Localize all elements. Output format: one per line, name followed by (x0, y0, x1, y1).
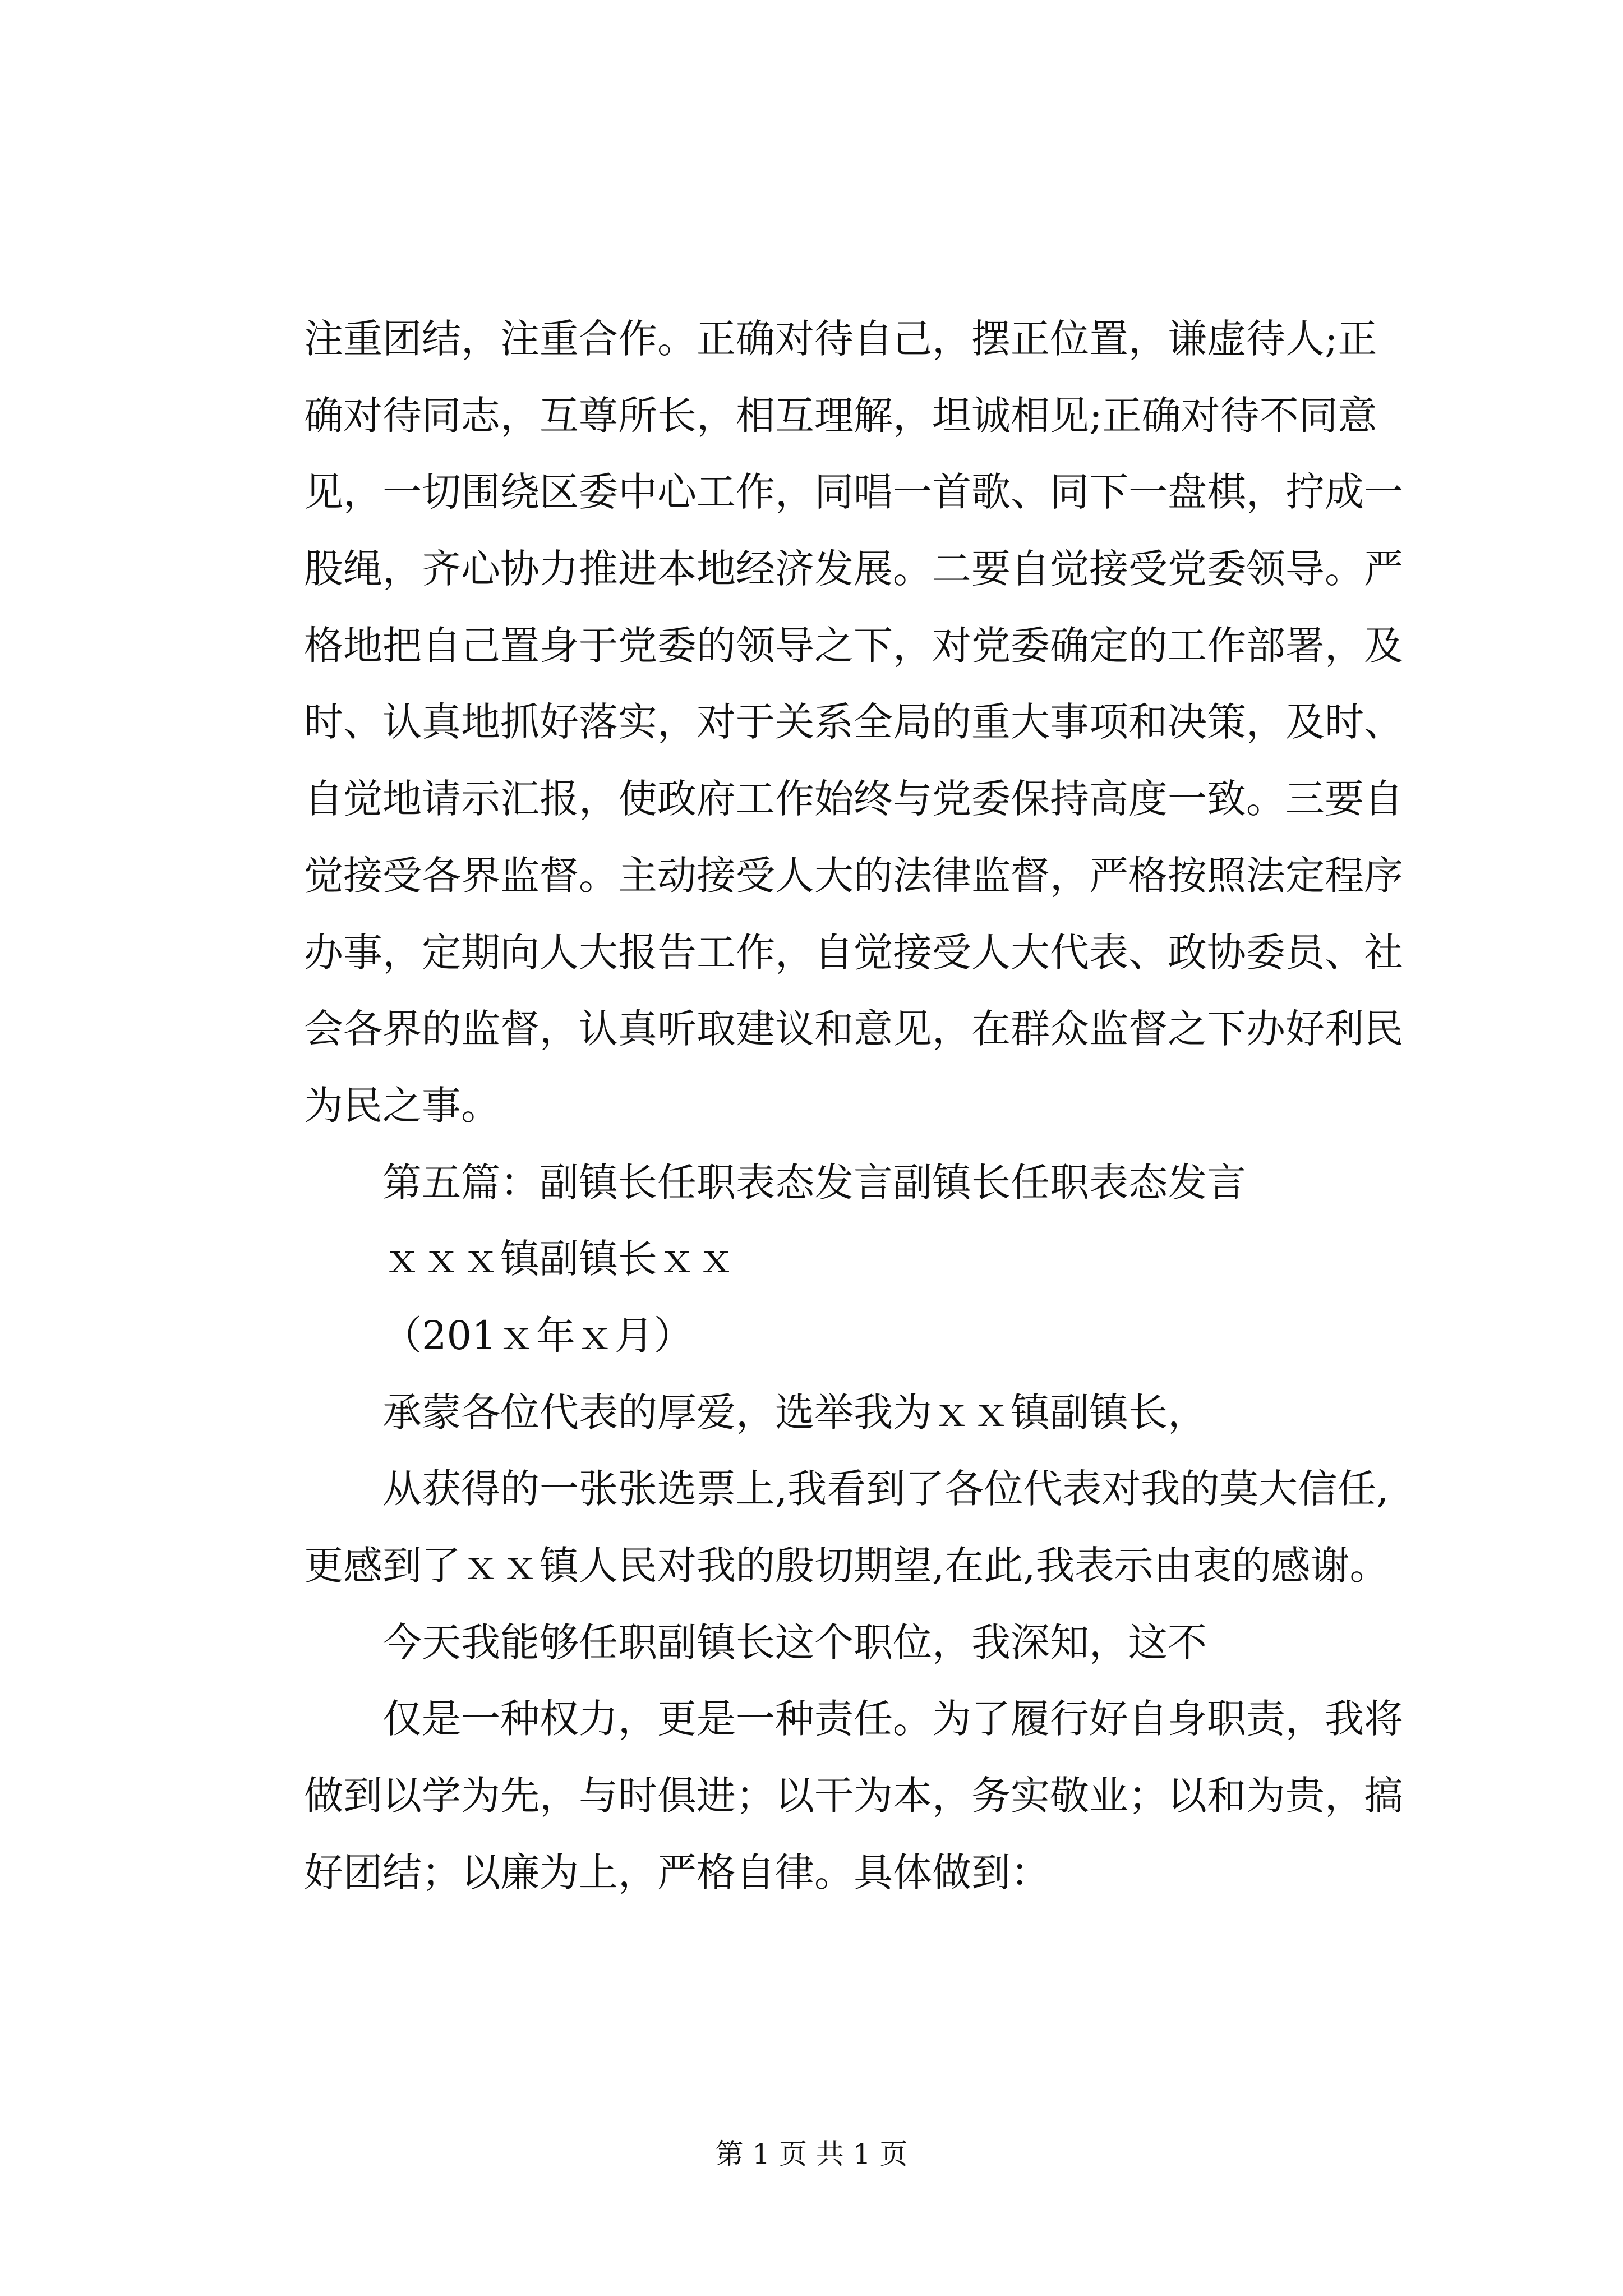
section-heading: 第五篇：副镇长任职表态发言副镇长任职表态发言 (382, 1159, 1246, 1205)
document-body (304, 301, 1442, 1911)
paragraph-line: 注重团结，注重合作。正确对待自己，摆正位置，谦虚待人;正 (304, 316, 1377, 362)
paragraph-line: 股绳，齐心协力推进本地经济发展。二要自觉接受党委领导。严 (304, 546, 1403, 592)
paragraph-line: 办事，定期向人大报告工作，自觉接受人大代表、政协委员、社 (304, 929, 1403, 976)
paragraph-line: 时、认真地抓好落实，对于关系全局的重大事项和决策，及时、 (304, 699, 1403, 746)
paragraph-line: 从获得的一张张选票上,我看到了各位代表对我的莫大信任, (382, 1466, 1389, 1512)
paragraph-line: 好团结；以廉为上，严格自律。具体做到： (304, 1849, 1050, 1895)
paragraph-line: 今天我能够任职副镇长这个职位，我深知，这不 (382, 1619, 1207, 1665)
paragraph-line: 更感到了ｘｘ镇人民对我的殷切期望,在此,我表示由衷的感谢。 (304, 1543, 1389, 1589)
paragraph-line: 觉接受各界监督。主动接受人大的法律监督，严格按照法定程序 (304, 852, 1403, 899)
paragraph-line: 承蒙各位代表的厚爱，选举我为ｘｘ镇副镇长， (382, 1389, 1207, 1435)
paragraph-line: 自觉地请示汇报，使政府工作始终与党委保持高度一致。三要自 (304, 776, 1403, 822)
paragraph-line: 为民之事。 (304, 1082, 500, 1129)
speaker-title: ｘｘｘ镇副镇长ｘｘ (382, 1236, 736, 1282)
paragraph-line: 格地把自己置身于党委的领导之下，对党委确定的工作部署，及 (304, 622, 1403, 669)
page-number-footer: 第 1 页 共 1 页 (715, 2138, 908, 2170)
paragraph-line: 做到以学为先，与时俱进；以干为本，务实敬业；以和为贵，搞 (304, 1773, 1403, 1819)
speech-date: （201ｘ年ｘ月） (382, 1312, 693, 1359)
paragraph-line: 会各界的监督，认真听取建议和意见，在群众监督之下办好利民 (304, 1006, 1403, 1052)
paragraph-line: 仅是一种权力，更是一种责任。为了履行好自身职责，我将 (382, 1696, 1403, 1742)
paragraph-line: 确对待同志，互尊所长，相互理解，坦诚相见;正确对待不同意 (304, 392, 1377, 439)
paragraph-line: 见，一切围绕区委中心工作，同唱一首歌、同下一盘棋，拧成一 (304, 469, 1403, 516)
